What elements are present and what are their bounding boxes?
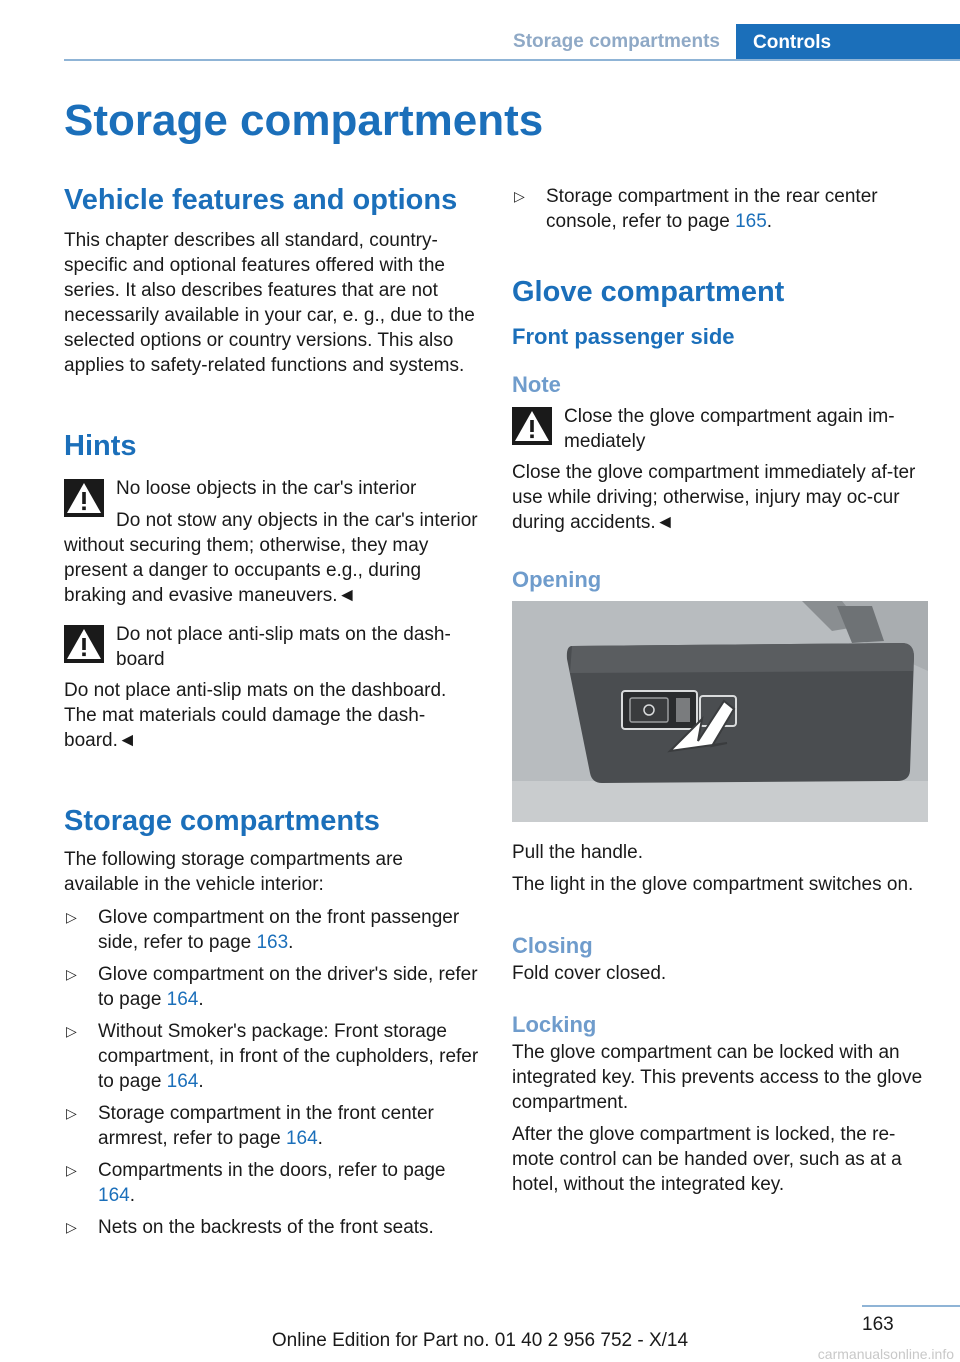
opening-light-text: The light in the glove compartment switches on.: [512, 874, 914, 895]
front-passenger-side-heading: Front passenger side: [512, 324, 735, 349]
header-section-title: Storage compartments: [513, 31, 720, 52]
opening-heading: Opening: [512, 567, 602, 592]
list-item: ▷ Glove compartment on the front passenger side, refer to page 163.: [66, 907, 460, 953]
locking-text: The glove compartment can be locked with an integrated key. This prevents access to the glove compartment.: [512, 1042, 923, 1113]
vehicle-features-heading: Vehicle features and options: [64, 184, 458, 216]
list-item: ▷ Storage compartment in the front center armrest, refer to page 164.: [66, 1103, 434, 1149]
list-item: ▷ Without Smoker's package: Front storage compartment, in front of the cupholders, refer to page 164.: [66, 1021, 479, 1092]
warning-title: No loose objects in the car's interior: [116, 478, 417, 499]
warning-triangle-icon: [512, 407, 552, 445]
watermark: carmanualsonline.info: [817, 1346, 954, 1362]
triangle-bullet-icon: ▷: [66, 1219, 77, 1235]
triangle-bullet-icon: ▷: [66, 1105, 77, 1121]
glove-compartment-heading: Glove compartment: [512, 276, 785, 308]
list-item: ▷ Nets on the backrests of the front seats.: [66, 1217, 434, 1238]
note-heading: Note: [512, 372, 561, 397]
header-chapter-tab: Controls: [736, 24, 960, 61]
closing-heading: Closing: [512, 933, 593, 958]
page-number: 163: [862, 1314, 894, 1335]
page-link[interactable]: 164: [98, 1185, 130, 1206]
warning-text: Do not place anti-slip mats on the dashboard. The mat materials could damage the dash-board.◄: [64, 680, 447, 751]
triangle-bullet-icon: ▷: [66, 909, 77, 925]
header-rule: [64, 59, 960, 61]
opening-text: Pull the handle.: [512, 842, 643, 863]
warning-text: Close the glove compartment immediately af-ter use while driving; otherwise, injury may oc-cur during accidents.◄: [512, 462, 916, 533]
warning-triangle-icon: [64, 479, 104, 517]
warning-triangle-icon: [64, 625, 104, 663]
storage-compartments-heading: Storage compartments: [64, 805, 380, 837]
page-link[interactable]: 163: [256, 932, 289, 953]
warning-loose-objects: [64, 476, 482, 520]
warning-title: Do not place anti-slip mats on the dash-board: [116, 624, 451, 670]
vehicle-features-text: This chapter describes all standard, country-specific and optional features offered with the series. It also describes features that are not necessarily available in your car, e. g., due to the selected options or country versions. This also applies to safety-related functions and systems.: [64, 230, 475, 376]
page-link[interactable]: 164: [166, 989, 199, 1010]
footer-edition: Online Edition for Part no. 01 40 2 956 752 - X/14: [271, 1330, 689, 1351]
page-link[interactable]: 164: [285, 1128, 318, 1149]
warning-close-glove: [512, 404, 932, 454]
page-title: Storage compartments: [64, 96, 544, 145]
hints-heading: Hints: [64, 430, 137, 462]
locking-remote-text: After the glove compartment is locked, the re-mote control can be handed over, such as at a hotel, without the integrated key.: [512, 1124, 902, 1195]
list-item: ▷ Storage compartment in the rear center console, refer to page 165.: [514, 186, 878, 232]
list-item: ▷ Compartments in the doors, refer to page 164.: [66, 1160, 446, 1206]
triangle-bullet-icon: ▷: [66, 966, 77, 982]
triangle-bullet-icon: ▷: [514, 188, 525, 204]
storage-list: [64, 905, 482, 1240]
triangle-bullet-icon: ▷: [66, 1162, 77, 1178]
left-column: [64, 180, 482, 1247]
page-number-rule: [862, 1305, 960, 1307]
right-column: [512, 184, 932, 1197]
warning-text: Do not stow any objects in the car's interior without securing them; otherwise, they may present a danger to occupants e.g., during braking and evasive maneuvers.◄: [64, 510, 478, 606]
storage-list-continued: [512, 184, 932, 234]
list-item: ▷ Glove compartment on the driver's side, refer to page 164.: [66, 964, 478, 1010]
storage-intro: The following storage compartments are available in the vehicle interior:: [64, 849, 403, 895]
triangle-bullet-icon: ▷: [66, 1023, 77, 1039]
page-link[interactable]: 165: [735, 211, 767, 232]
locking-heading: Locking: [512, 1012, 597, 1037]
warning-title: Close the glove compartment again im-mediately: [564, 406, 895, 452]
page-link[interactable]: 164: [166, 1071, 199, 1092]
glove-compartment-illustration: [512, 601, 928, 822]
warning-anti-slip: [64, 622, 482, 672]
closing-text: Fold cover closed.: [512, 963, 667, 984]
